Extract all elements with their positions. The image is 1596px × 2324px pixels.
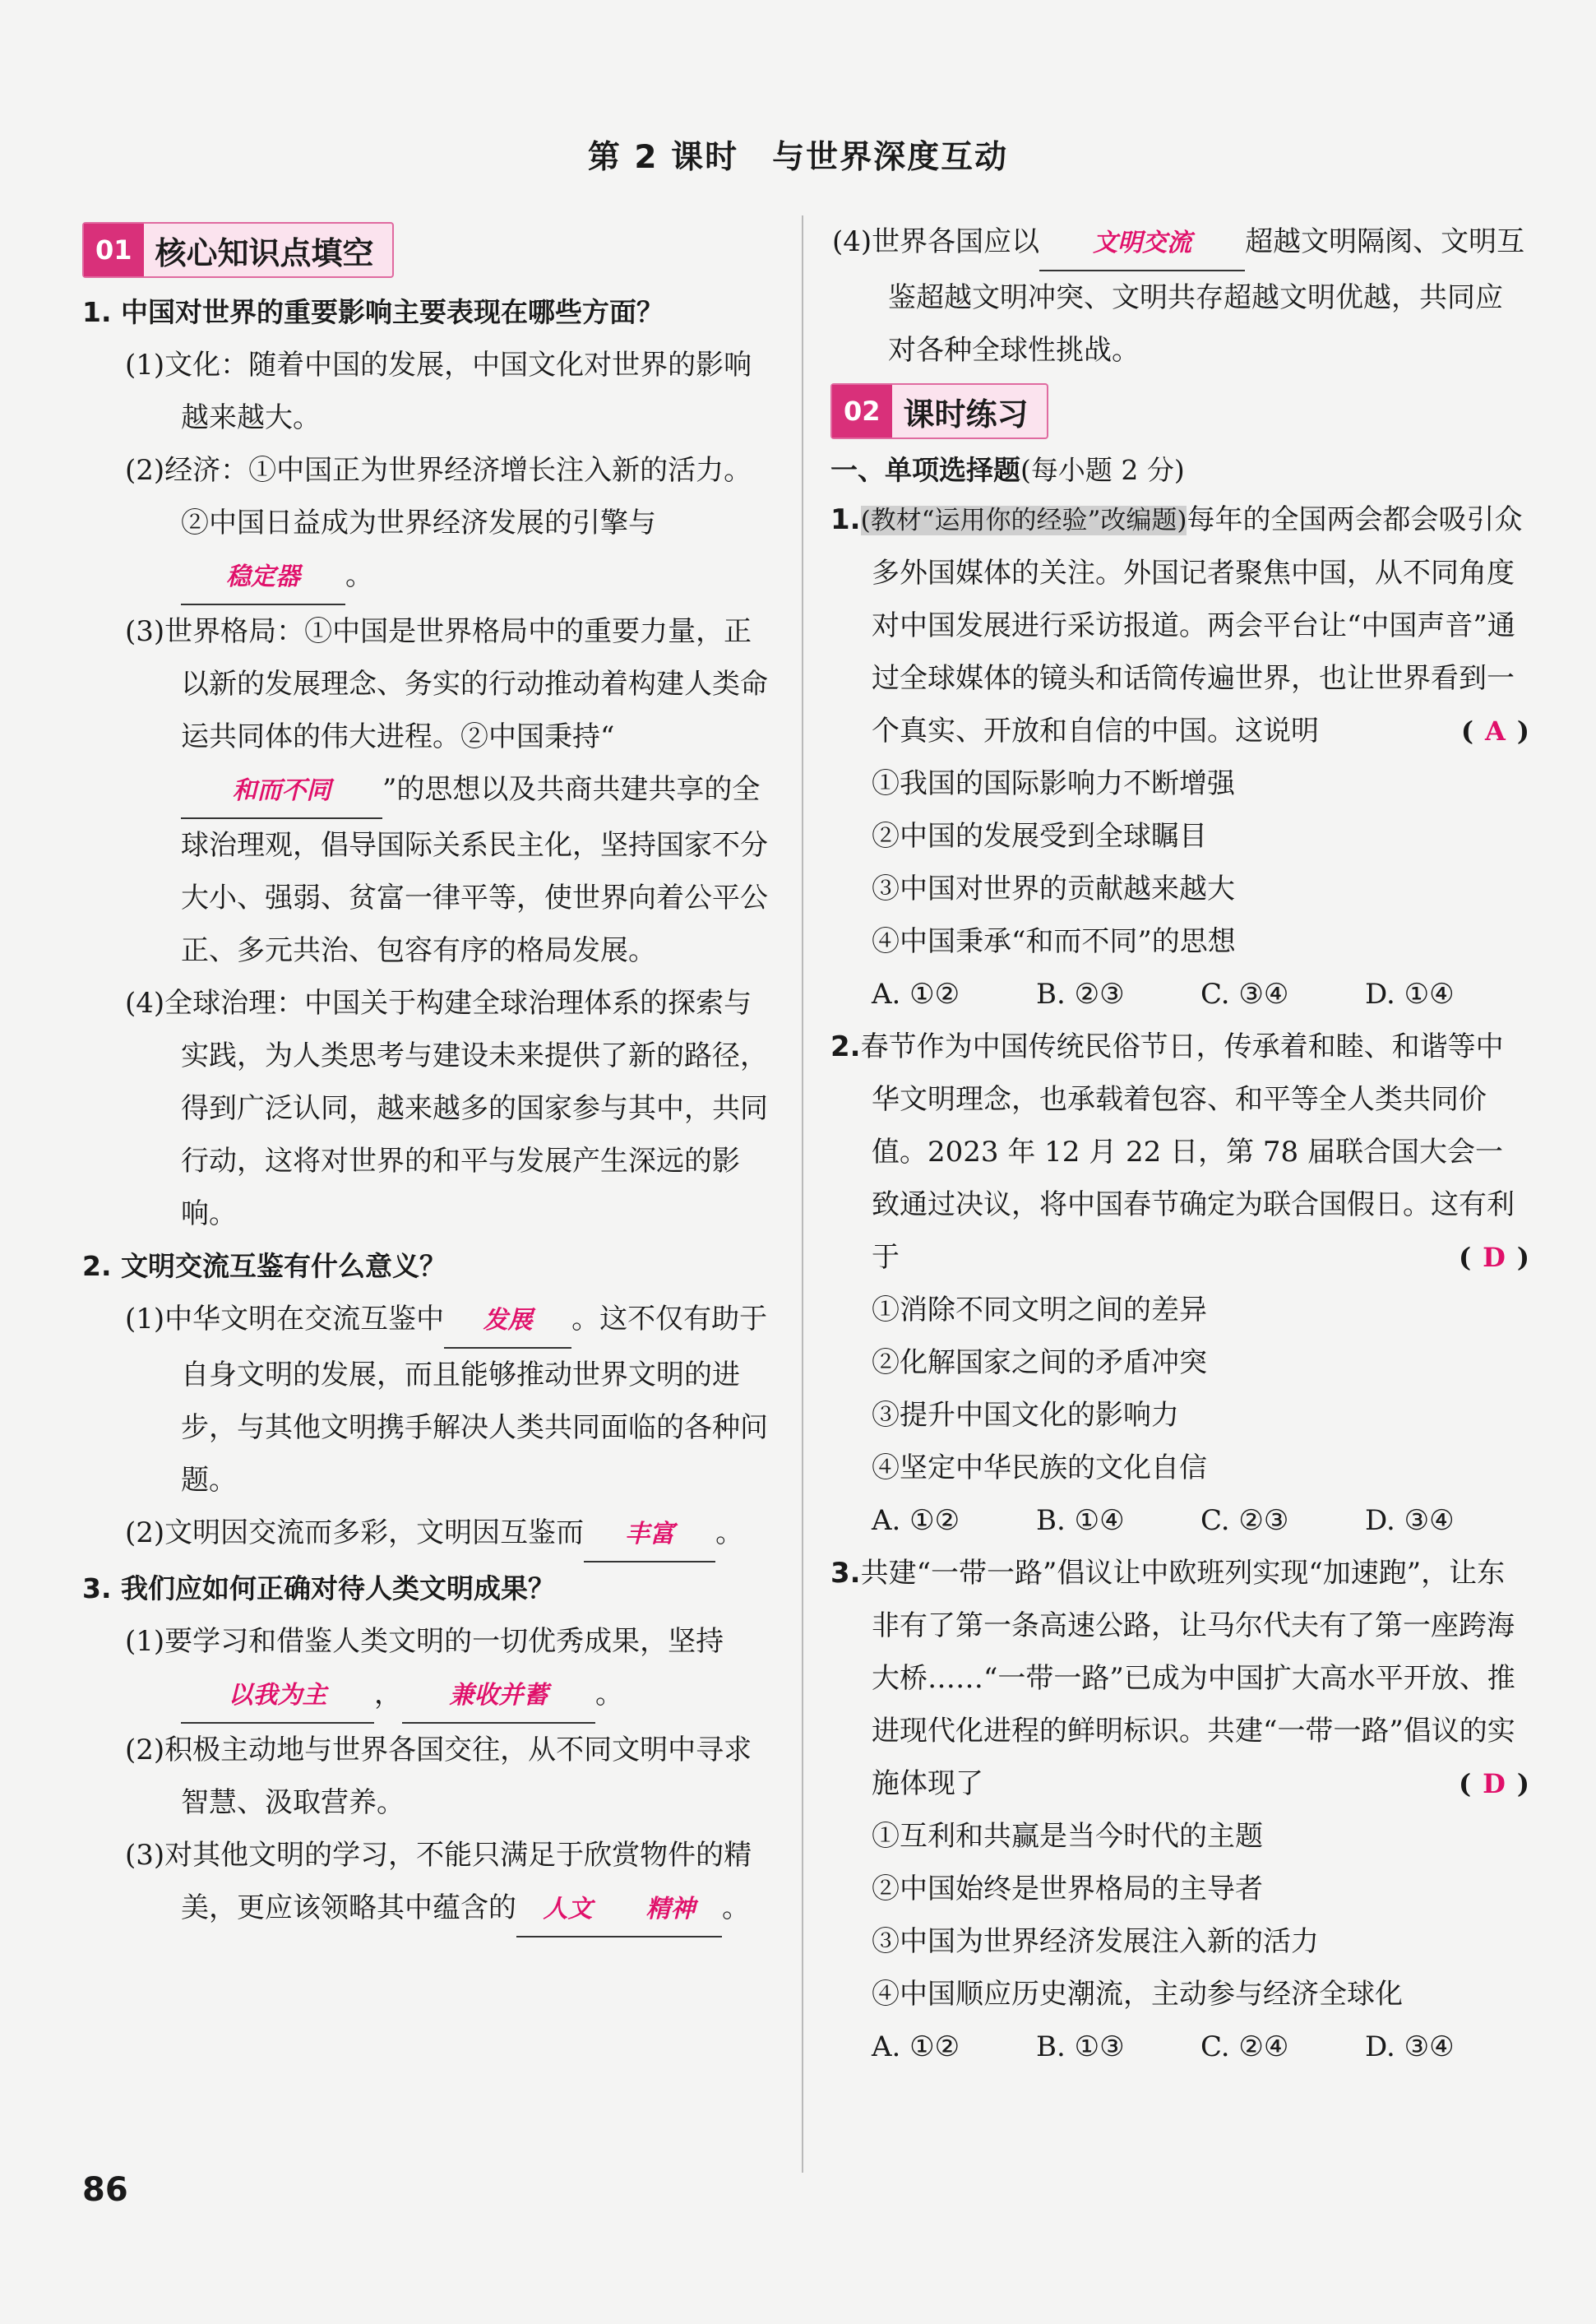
page-number: 86	[82, 2171, 128, 2209]
section-header-knowledge	[82, 222, 394, 278]
mcq-1	[830, 493, 1529, 1021]
answer-slot: ( D )	[1458, 1768, 1529, 1799]
choice-b[interactable]: B. ②③	[1036, 978, 1125, 1011]
answer-item: (4)世界各国应以 文明交流 超越文明隔阂、文明互鉴超越文明冲突、文明共存超越文明优越，共同应对各种全球性挑战。	[830, 215, 1529, 377]
statement-option: ②中国始终是世界格局的主导者	[872, 1873, 1263, 1905]
statement-option: ①互利和共赢是当今时代的主题	[872, 1820, 1263, 1853]
choice-row	[830, 968, 1529, 1021]
answer-item: (2)积极主动地与世界各国交往，从不同文明中寻求智慧、汲取营养。	[125, 1734, 752, 1819]
fill-blank[interactable]: 稳定器	[181, 551, 345, 605]
statement-option: ①我国的国际影响力不断增强	[872, 767, 1235, 800]
question-stem: 2.春节作为中国传统民俗节日，传承着和睦、和谐等中华文明理念，也承载着包容、和平等全人类共同价值。2023 年 12 月 22 日，第 78 届联合国大会一致通过决议，将中国春节确定为联合国假日。这有利于 ( D )	[830, 1021, 1529, 1284]
right-column	[830, 215, 1529, 2073]
answer-slot: ( A )	[1460, 715, 1529, 747]
source-tag: (教材“运用你的经验”改编题)	[860, 506, 1187, 535]
question-heading: 1. 中国对世界的重要影响主要表现在哪些方面？	[82, 296, 664, 328]
answer-item: (2)文明因交流而多彩，文明因互鉴而 丰富 。	[82, 1507, 777, 1562]
choice-c[interactable]: C. ②④	[1200, 2030, 1289, 2063]
answer-item: (3)对其他文明的学习，不能只满足于欣赏物件的精美，更应该领略其中蕴含的 人文 精神 。	[82, 1829, 777, 1937]
section-number: 01	[84, 224, 144, 276]
fill-blank[interactable]: 兼收并蓄	[402, 1669, 595, 1724]
mcq-2	[830, 1021, 1529, 1547]
choice-d[interactable]: D. ③④	[1365, 1504, 1455, 1537]
answer-item: (3)世界格局：①中国是世界格局中的重要力量，正以新的发展理念、务实的行动推动着构建人类命运共同体的伟大进程。②中国秉持“和而不同 ”的思想以及共商共建共享的全球治理观，倡导国际关系民主化，坚持国家不分大小、强弱、贫富一律平等，使世界向着公平公正、多元共治、包容有序的格局发展。	[125, 615, 768, 967]
fill-blank[interactable]: 和而不同	[181, 765, 382, 819]
column-divider	[802, 215, 803, 2173]
fill-blank[interactable]: 丰富	[584, 1508, 715, 1562]
question-stem: 3.共建“一带一路”倡议让中欧班列实现“加速跑”，让东非有了第一条高速公路，让马尔代夫有了第一座跨海大桥……“一带一路”已成为中国扩大高水平开放、推进现代化进程的鲜明标识。共建“一带一路”倡议的实施体现了 ( D )	[830, 1547, 1529, 1810]
choice-d[interactable]: D. ③④	[1365, 2030, 1455, 2063]
question-heading: 2. 文明交流互鉴有什么意义？	[82, 1250, 446, 1282]
statement-option: ④坚定中华民族的文化自信	[872, 1451, 1207, 1484]
section-header-practice	[830, 383, 1048, 439]
choice-b[interactable]: B. ①④	[1036, 1504, 1125, 1537]
choice-a[interactable]: A. ①②	[872, 978, 960, 1011]
answer-item: (4)全球治理：中国关于构建全球治理体系的探索与实践，为人类思考与建设未来提供了新的路径，得到广泛认同，越来越多的国家参与其中，共同行动，这将对世界的和平与发展产生深远的影响。	[125, 987, 768, 1230]
choice-row	[830, 1494, 1529, 1547]
statement-option: ③提升中国文化的影响力	[872, 1399, 1179, 1432]
choice-a[interactable]: A. ①②	[872, 1504, 960, 1537]
section-title: 核心知识点填空	[155, 234, 374, 271]
answer-slot: ( D )	[1458, 1242, 1529, 1273]
statement-option: ①消除不同文明之间的差异	[872, 1294, 1207, 1326]
choice-d[interactable]: D. ①④	[1365, 978, 1455, 1011]
statement-option: ④中国秉承“和而不同”的思想	[872, 925, 1236, 958]
question-heading: 3. 我们应如何正确对待人类文明成果？	[82, 1572, 555, 1604]
fill-blank[interactable]: 发展	[444, 1294, 571, 1349]
statement-option: ③中国为世界经济发展注入新的活力	[872, 1925, 1319, 1958]
part-label: 一、单项选择题(每小题 2 分)	[830, 454, 1185, 486]
choice-row	[830, 2021, 1529, 2073]
question-stem: 1.(教材“运用你的经验”改编题)每年的全国两会都会吸引众多外国媒体的关注。外国记者聚焦中国，从不同角度对中国发展进行采访报道。两会平台让“中国声音”通过全球媒体的镜头和话筒传遍世界，也让世界看到一个真实、开放和自信的中国。这说明 ( A )	[830, 493, 1529, 757]
answer-item: (2)经济：①中国正为世界经济增长注入新的活力。②中国日益成为世界经济发展的引擎与稳定器 。	[82, 444, 777, 605]
section-number: 02	[832, 385, 892, 437]
fill-blank[interactable]: 精神	[619, 1883, 722, 1937]
choice-b[interactable]: B. ①③	[1036, 2030, 1125, 2063]
statement-option: ②化解国家之间的矛盾冲突	[872, 1346, 1207, 1379]
page-title: 第 2 课时 与世界深度互动	[587, 139, 1009, 176]
fill-blank[interactable]: 人文	[516, 1883, 619, 1937]
mcq-3	[830, 1547, 1529, 2073]
answer-item: (1)文化：随着中国的发展，中国文化对世界的影响越来越大。	[125, 349, 752, 434]
left-column	[82, 222, 777, 1937]
choice-c[interactable]: C. ③④	[1200, 978, 1289, 1011]
answer-item: (1)要学习和借鉴人类文明的一切优秀成果，坚持以我为主 ， 兼收并蓄 。	[82, 1615, 777, 1724]
fill-blank[interactable]: 文明交流	[1039, 217, 1245, 271]
statement-option: ④中国顺应历史潮流，主动参与经济全球化	[872, 1978, 1403, 2011]
statement-option: ②中国的发展受到全球瞩目	[872, 820, 1207, 853]
choice-a[interactable]: A. ①②	[872, 2030, 960, 2063]
statement-option: ③中国对世界的贡献越来越大	[872, 873, 1235, 905]
fill-blank[interactable]: 以我为主	[181, 1669, 374, 1724]
choice-c[interactable]: C. ②③	[1200, 1504, 1289, 1537]
answer-item: (1)中华文明在交流互鉴中 发展 。这不仅有助于自身文明的发展，而且能够推动世界文明的进步，与其他文明携手解决人类共同面临的各种问题。	[82, 1293, 777, 1507]
section-title: 课时练习	[903, 396, 1029, 433]
